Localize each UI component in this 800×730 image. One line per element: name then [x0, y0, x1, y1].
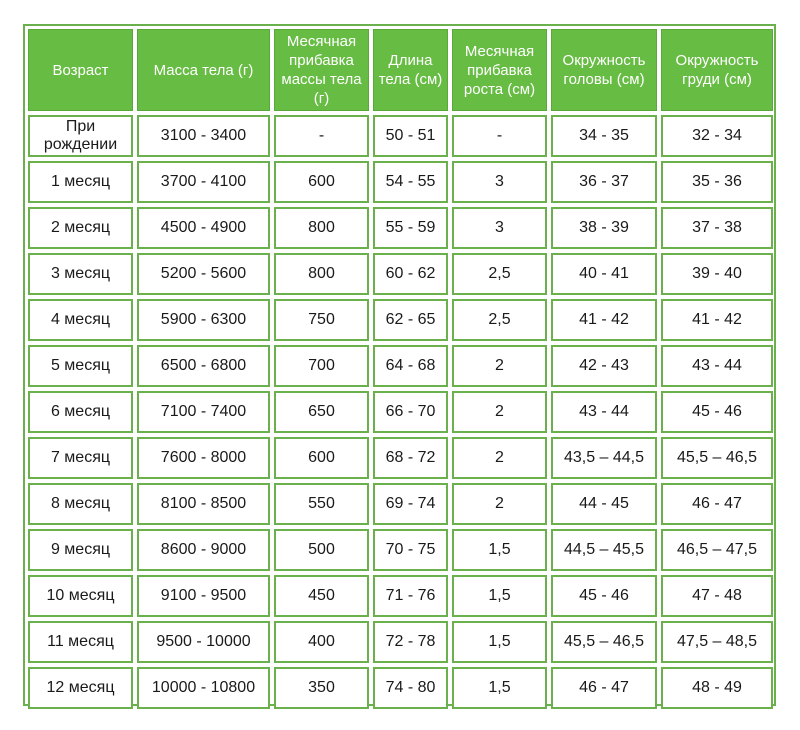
- header-chest-circumference: Окружность груди (см): [661, 29, 773, 111]
- cell-age: 5 месяц: [28, 345, 133, 387]
- cell-monthly-height-gain: 2: [452, 391, 547, 433]
- cell-body-length: 62 - 65: [373, 299, 448, 341]
- cell-monthly-height-gain: 1,5: [452, 529, 547, 571]
- cell-body-mass: 5200 - 5600: [137, 253, 270, 295]
- table-row: [28, 529, 773, 571]
- header-monthly-mass-gain: Месячная прибавка массы тела (г): [274, 29, 369, 111]
- cell-body-length: 55 - 59: [373, 207, 448, 249]
- cell-age: 10 месяц: [28, 575, 133, 617]
- cell-chest-circumference: 41 - 42: [661, 299, 773, 341]
- table-row: [28, 391, 773, 433]
- header-head-circumference: Окружность головы (см): [551, 29, 657, 111]
- cell-monthly-mass-gain: 600: [274, 161, 369, 203]
- header-monthly-height-gain: Месячная прибавка роста (см): [452, 29, 547, 111]
- cell-head-circumference: 38 - 39: [551, 207, 657, 249]
- cell-monthly-mass-gain: 650: [274, 391, 369, 433]
- cell-chest-circumference: 39 - 40: [661, 253, 773, 295]
- cell-body-mass: 6500 - 6800: [137, 345, 270, 387]
- cell-monthly-height-gain: 2: [452, 437, 547, 479]
- cell-body-mass: 10000 - 10800: [137, 667, 270, 709]
- header-body-mass: Масса тела (г): [137, 29, 270, 111]
- cell-chest-circumference: 47,5 – 48,5: [661, 621, 773, 663]
- table-row: [28, 161, 773, 203]
- cell-body-mass: 9100 - 9500: [137, 575, 270, 617]
- cell-body-length: 66 - 70: [373, 391, 448, 433]
- table-row: [28, 253, 773, 295]
- cell-monthly-mass-gain: 400: [274, 621, 369, 663]
- cell-chest-circumference: 48 - 49: [661, 667, 773, 709]
- cell-body-mass: 3700 - 4100: [137, 161, 270, 203]
- cell-age: 4 месяц: [28, 299, 133, 341]
- cell-monthly-mass-gain: 800: [274, 207, 369, 249]
- cell-monthly-height-gain: 2,5: [452, 299, 547, 341]
- cell-monthly-mass-gain: 350: [274, 667, 369, 709]
- cell-age: 12 месяц: [28, 667, 133, 709]
- cell-monthly-height-gain: 2: [452, 345, 547, 387]
- cell-monthly-height-gain: 1,5: [452, 575, 547, 617]
- table-row: [28, 115, 773, 157]
- cell-head-circumference: 43 - 44: [551, 391, 657, 433]
- cell-body-mass: 5900 - 6300: [137, 299, 270, 341]
- cell-monthly-mass-gain: 800: [274, 253, 369, 295]
- cell-chest-circumference: 47 - 48: [661, 575, 773, 617]
- cell-chest-circumference: 35 - 36: [661, 161, 773, 203]
- cell-head-circumference: 44,5 – 45,5: [551, 529, 657, 571]
- cell-body-length: 68 - 72: [373, 437, 448, 479]
- cell-head-circumference: 44 - 45: [551, 483, 657, 525]
- cell-monthly-height-gain: 3: [452, 161, 547, 203]
- cell-monthly-height-gain: -: [452, 115, 547, 157]
- cell-chest-circumference: 45,5 – 46,5: [661, 437, 773, 479]
- cell-body-length: 72 - 78: [373, 621, 448, 663]
- cell-body-mass: 7600 - 8000: [137, 437, 270, 479]
- cell-head-circumference: 43,5 – 44,5: [551, 437, 657, 479]
- cell-monthly-mass-gain: 500: [274, 529, 369, 571]
- table-row: [28, 575, 773, 617]
- cell-body-mass: 4500 - 4900: [137, 207, 270, 249]
- cell-body-mass: 8100 - 8500: [137, 483, 270, 525]
- cell-head-circumference: 36 - 37: [551, 161, 657, 203]
- cell-age: 1 месяц: [28, 161, 133, 203]
- cell-body-mass: 9500 - 10000: [137, 621, 270, 663]
- growth-table: [24, 25, 777, 713]
- cell-age: 8 месяц: [28, 483, 133, 525]
- cell-body-length: 64 - 68: [373, 345, 448, 387]
- table-row: [28, 437, 773, 479]
- table-row: [28, 345, 773, 387]
- cell-chest-circumference: 46 - 47: [661, 483, 773, 525]
- cell-age: 11 месяц: [28, 621, 133, 663]
- cell-chest-circumference: 46,5 – 47,5: [661, 529, 773, 571]
- cell-monthly-height-gain: 2: [452, 483, 547, 525]
- cell-monthly-mass-gain: 750: [274, 299, 369, 341]
- cell-age: 7 месяц: [28, 437, 133, 479]
- cell-body-length: 69 - 74: [373, 483, 448, 525]
- header-body-length: Длина тела (см): [373, 29, 448, 111]
- table-row: [28, 667, 773, 709]
- cell-head-circumference: 45 - 46: [551, 575, 657, 617]
- cell-monthly-mass-gain: 550: [274, 483, 369, 525]
- cell-body-length: 50 - 51: [373, 115, 448, 157]
- cell-head-circumference: 45,5 – 46,5: [551, 621, 657, 663]
- cell-age: При рождении: [28, 115, 133, 157]
- cell-monthly-mass-gain: 600: [274, 437, 369, 479]
- table-row: [28, 483, 773, 525]
- cell-monthly-mass-gain: 450: [274, 575, 369, 617]
- cell-chest-circumference: 32 - 34: [661, 115, 773, 157]
- cell-body-length: 70 - 75: [373, 529, 448, 571]
- cell-age: 2 месяц: [28, 207, 133, 249]
- growth-table-frame: [23, 24, 776, 706]
- cell-head-circumference: 46 - 47: [551, 667, 657, 709]
- table-row: [28, 299, 773, 341]
- cell-body-mass: 3100 - 3400: [137, 115, 270, 157]
- cell-monthly-height-gain: 1,5: [452, 621, 547, 663]
- cell-chest-circumference: 37 - 38: [661, 207, 773, 249]
- cell-body-mass: 7100 - 7400: [137, 391, 270, 433]
- table-row: [28, 621, 773, 663]
- cell-body-length: 54 - 55: [373, 161, 448, 203]
- cell-monthly-mass-gain: -: [274, 115, 369, 157]
- cell-head-circumference: 41 - 42: [551, 299, 657, 341]
- cell-body-mass: 8600 - 9000: [137, 529, 270, 571]
- cell-head-circumference: 40 - 41: [551, 253, 657, 295]
- cell-monthly-mass-gain: 700: [274, 345, 369, 387]
- table-row: [28, 207, 773, 249]
- header-age: Возраст: [28, 29, 133, 111]
- cell-monthly-height-gain: 1,5: [452, 667, 547, 709]
- cell-age: 3 месяц: [28, 253, 133, 295]
- cell-head-circumference: 34 - 35: [551, 115, 657, 157]
- cell-body-length: 60 - 62: [373, 253, 448, 295]
- table-body: [28, 115, 773, 709]
- cell-body-length: 71 - 76: [373, 575, 448, 617]
- cell-head-circumference: 42 - 43: [551, 345, 657, 387]
- cell-chest-circumference: 45 - 46: [661, 391, 773, 433]
- cell-age: 9 месяц: [28, 529, 133, 571]
- table-header: [28, 29, 773, 111]
- header-row: [28, 29, 773, 111]
- cell-chest-circumference: 43 - 44: [661, 345, 773, 387]
- cell-monthly-height-gain: 2,5: [452, 253, 547, 295]
- cell-body-length: 74 - 80: [373, 667, 448, 709]
- cell-monthly-height-gain: 3: [452, 207, 547, 249]
- cell-age: 6 месяц: [28, 391, 133, 433]
